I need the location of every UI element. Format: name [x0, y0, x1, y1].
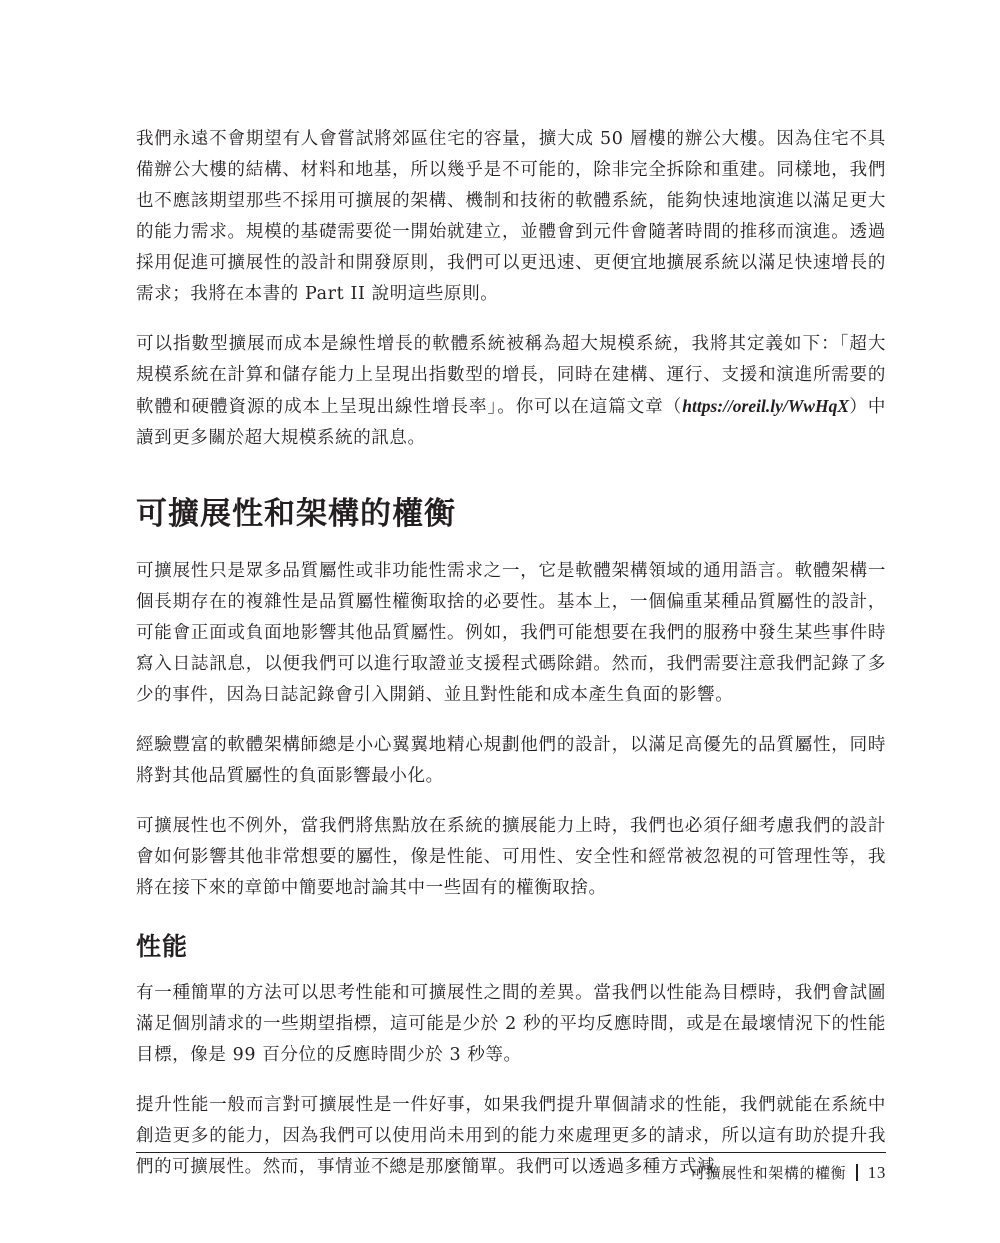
section-paragraph-3: 可擴展性也不例外，當我們將焦點放在系統的擴展能力上時，我們也必須仔細考慮我們的設計會如何影響其他非常想要的屬性，像是性能、可用性、安全性和經常被忽視的可管理性等，我將在接下來的章節中簡要地討論其中一些固有的權衡取捨。: [136, 816, 886, 898]
intro-paragraph-2-lead: 可以指數型擴展而成本是線性增長的軟體系統被稱為超大規模系統，我將其定義如下：「超大規模系統在計算和儲存能力上呈現出指數型的增長，同時在建構、運行、支援和演進所需要的軟體和硬體資源的成本上呈現出線性增長率」。你可以在這篇文章（: [136, 334, 886, 417]
footer-chapter-title: 可擴展性和架構的權衡: [690, 1164, 847, 1182]
page-content: [136, 124, 886, 1202]
page-number: 13: [867, 1163, 886, 1182]
section-paragraph-2: 經驗豐富的軟體架構師總是小心翼翼地精心規劃他們的設計，以滿足高優先的品質屬性，同時將對其他品質屬性的負面影響最小化。: [136, 735, 886, 786]
footer-divider: [136, 1152, 886, 1153]
intro-paragraph-1: 我們永遠不會期望有人會嘗試將郊區住宅的容量，擴大成 50 層樓的辦公大樓。因為住宅不具備辦公大樓的結構、材料和地基，所以幾乎是不可能的，除非完全拆除和重建。同樣地，我們也不應該期望那些不採用可擴展的架構、機制和技術的軟體系統，能夠快速地演進以滿足更大的能力需求。規模的基礎需要從一開始就建立，並體會到元件會隨著時間的推移而演進。透過採用促進可擴展性的設計和開發原則，我們可以更迅速、更便宜地擴展系統以滿足快速增長的需求；我將在本書的 Part II 說明這些原則。: [136, 129, 886, 304]
subsection-paragraph-1: 有一種簡單的方法可以思考性能和可擴展性之間的差異。當我們以性能為目標時，我們會試圖滿足個別請求的一些期望指標，這可能是少於 2 秒的平均反應時間，或是在最壞情況下的性能目標，像是 99 百分位的反應時間少於 3 秒等。: [136, 983, 886, 1065]
section-paragraph-1: 可擴展性只是眾多品質屬性或非功能性需求之一，它是軟體架構領域的通用語言。軟體架構一個長期存在的複雜性是品質屬性權衡取捨的必要性。基本上，一個偏重某種品質屬性的設計，可能會正面或負面地影響其他品質屬性。例如，我們可能想要在我們的服務中發生某些事件時寫入日誌訊息，以便我們可以進行取證並支援程式碼除錯。然而，我們需要注意我們記錄了多少的事件，因為日誌記錄會引入開銷、並且對性能和成本產生負面的影響。: [136, 561, 886, 705]
article-link[interactable]: https://oreil.ly/WwHqX: [682, 396, 849, 416]
section-heading: 可擴展性和架構的權衡: [136, 496, 456, 532]
intro-paragraph-2: [136, 329, 886, 454]
subsection-paragraph-2: 提升性能一般而言對可擴展性是一件好事，如果我們提升單個請求的性能，我們就能在系統中創造更多的能力，因為我們可以使用尚未用到的能力來處理更多的請求，所以這有助於提升我們的可擴展性。然而，事情並不總是那麼簡單。我們可以透過多種方式減: [136, 1095, 886, 1177]
intro-paragraph-2-tail: ）中讀到更多關於超大規模系統的訊息。: [136, 397, 886, 448]
page-footer: [690, 1161, 886, 1185]
subsection-heading: 性能: [136, 932, 189, 961]
footer-separator: [856, 1164, 858, 1181]
